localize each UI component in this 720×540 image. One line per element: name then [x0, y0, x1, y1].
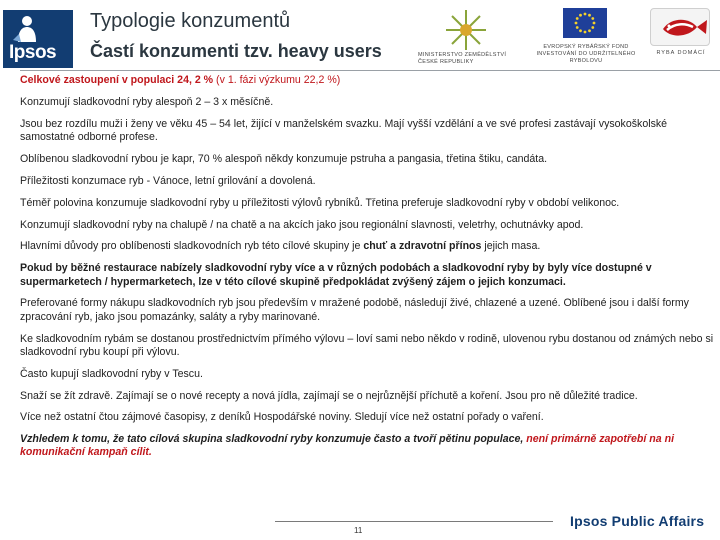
- ryba-domaci-caption: RYBA DOMÁCÍ: [656, 50, 706, 56]
- paragraph-conclusion: [20, 433, 715, 459]
- slide-header: [0, 0, 720, 70]
- eu-logo-caption: EVROPSKÝ RYBÁŘSKÝ FOND INVESTOVÁNÍ DO UDRŽITELNÉHO RYBOLOVU: [536, 44, 636, 64]
- ipsos-logo: [3, 10, 73, 68]
- paragraph-population-share: [20, 74, 715, 87]
- paragraph-purchase-forms: Preferované formy nákupu sladkovodních ryb jsou především v mražené podobě, následují živé, chlazené a uzené. Oblíbené jsou i další formy zpracování ryb, jako jsou pomazánky, saláty a ryby marinované.: [20, 297, 689, 323]
- header-divider: [20, 70, 720, 71]
- paragraph-frequency: Konzumují sladkovodní ryby alespoň 2 – 3 x měsíčně.: [20, 95, 274, 108]
- population-share-note: (v 1. fázi výzkumu 22,2 %): [213, 74, 341, 86]
- eu-fisheries-fund-logo: [530, 8, 640, 70]
- eu-flag-icon: [563, 8, 607, 38]
- paragraph-demographics: Jsou bez rozdílu muži i ženy ve věku 45 – 54 let, žijící v manželském svazku. Mají vyšší vzdělání a ve své profesi zastávají vysokoškolské samostatné odborné profese.: [20, 117, 668, 143]
- slide-body: [20, 74, 715, 468]
- person-silhouette-icon: [13, 14, 39, 42]
- footer-brand: Ipsos Public Affairs: [570, 513, 705, 529]
- ryba-domaci-logo: [648, 8, 714, 70]
- paragraph-favorite-fish: Oblíbenou sladkovodní rybou je kapr, 70 % alespoň někdy konzumuje pstruha a pangasia, třetina štiku, candáta.: [20, 152, 548, 165]
- slide-title: Typologie konzumentů: [90, 10, 291, 32]
- conclusion-text: Vzhledem k tomu, že tato cílová skupina sladkovodní ryby konzumuje často a tvoří pětinu populace,: [20, 433, 527, 446]
- paragraph-restaurants: Pokud by běžné restaurace nabízely sladkovodní ryby více a v různých podobách a sladkovodní ryby by byly více dostupné v supermarketech / hypermarketech, lze v této cílové skupině předpokládat zvýšený zájem o jejich konzumaci.: [20, 262, 652, 288]
- ministry-logo-caption: MINISTERSTVO ZEMĚDĚLSTVÍ ČESKÉ REPUBLIKY: [418, 52, 507, 65]
- conclusion-highlight: není primárně zapotřebí na ni komunikační kampaň cílit.: [20, 433, 675, 459]
- paragraph-pond-harvest: Téměř polovina konzumuje sladkovodní ryby u příležitosti výlovů rybníků. Třetina preferuje sladkovodní ryby v období velikonoc.: [20, 196, 620, 209]
- paragraph-direct-harvest: Ke sladkovodním rybám se dostanou prostřednictvím přímého výlovu – loví sami nebo někdo v rodině, ulovenou rybu dostanou od známých nebo si sladkovodní rybu koupí při výlovu.: [20, 332, 714, 358]
- reasons-text-start: Hlavními důvody pro oblíbenosti sladkovodních ryb této cílové skupiny je: [20, 240, 364, 253]
- ministry-of-agriculture-logo: [416, 8, 526, 70]
- footer-divider: [275, 521, 553, 522]
- reasons-text-end: jejich masa.: [481, 240, 541, 253]
- slide-subtitle: Častí konzumenti tzv. heavy users: [90, 41, 382, 61]
- paragraph-tesco: Často kupují sladkovodní ryby v Tescu.: [20, 367, 203, 380]
- paragraph-reasons: [20, 240, 715, 253]
- fish-emblem-icon: [650, 8, 710, 46]
- page-number: 11: [354, 526, 363, 535]
- reasons-highlight: chuť a zdravotní přínos: [363, 240, 482, 253]
- paragraph-occasions: Příležitosti konzumace ryb - Vánoce, letní grilování a dovolená.: [20, 174, 316, 187]
- paragraph-cottage-events: Konzumují sladkovodní ryby na chalupě / na chatě a na akcích jako jsou regionální slavnosti, veletrhy, ochutnávky apod.: [20, 218, 584, 231]
- ipsos-logo-text: Ipsos: [9, 42, 57, 63]
- population-share-highlight: Celkové zastoupení v populaci 24, 2 %: [20, 74, 214, 86]
- wheat-emblem-icon: [444, 8, 488, 52]
- paragraph-healthy-living: Snaží se žít zdravě. Zajímají se o nové recepty a nová jídla, zajímají se o nejrůznější příchutě a koření. Jsou pro ně důležité tradice.: [20, 389, 638, 402]
- paragraph-media: Více než ostatní čtou zájmové časopisy, z deníků Hospodářské noviny. Sledují více než ostatní pořady o vaření.: [20, 411, 544, 424]
